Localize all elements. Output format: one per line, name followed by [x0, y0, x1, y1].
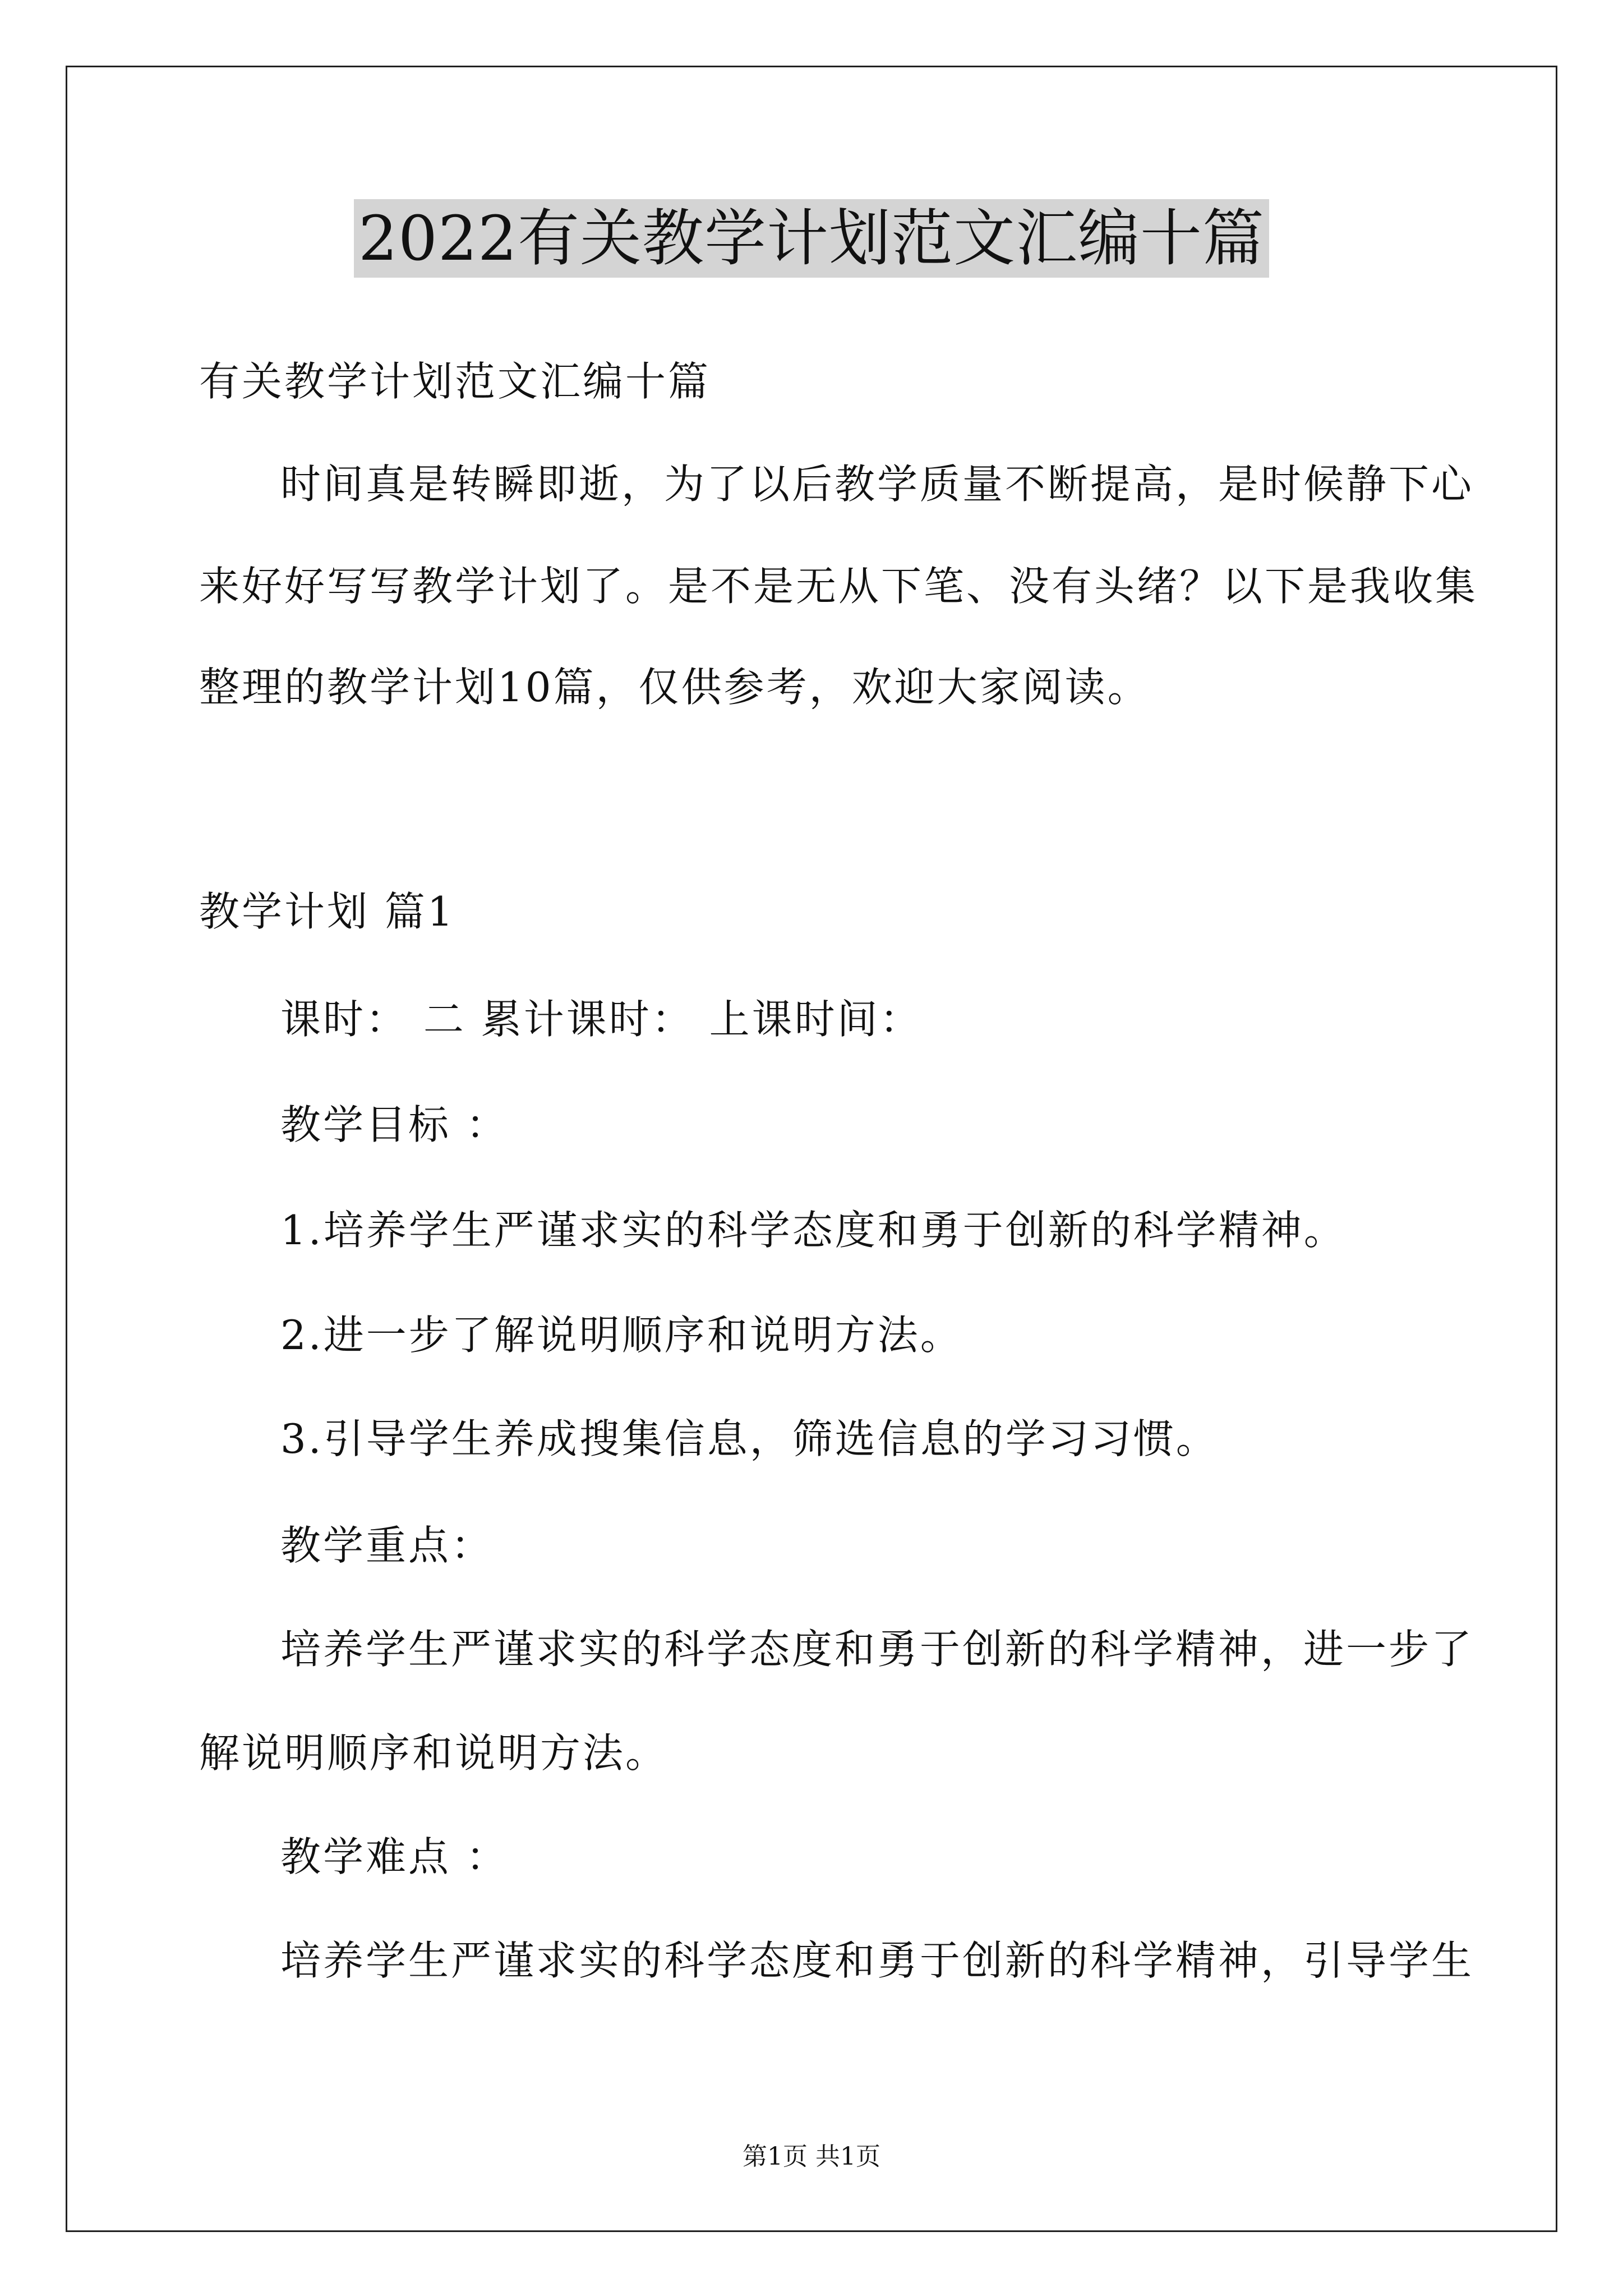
intro-line-1: 时间真是转瞬即逝，为了以后教学质量不断提高，是时候静下心	[280, 461, 1474, 508]
section-heading: 教学计划 篇1	[199, 888, 455, 935]
objective-item-1: 1.培养学生严谨求实的科学态度和勇于创新的科学精神。	[280, 1207, 1347, 1254]
intro-line-3: 整理的教学计划10篇，仅供参考，欢迎大家阅读。	[199, 664, 1150, 711]
key-points-line-2: 解说明顺序和说明方法。	[199, 1729, 668, 1777]
subtitle-line: 有关教学计划范文汇编十篇	[199, 358, 711, 405]
intro-line-2: 来好好写写教学计划了。是不是无从下笔、没有头绪？以下是我收集	[199, 563, 1478, 610]
objective-item-2: 2.进一步了解说明顺序和说明方法。	[280, 1312, 963, 1359]
lesson-hours-line: 课时： 二 累计课时： 上课时间：	[280, 996, 923, 1043]
key-points-line-1: 培养学生严谨求实的科学态度和勇于创新的科学精神，进一步了	[280, 1626, 1474, 1673]
difficulties-heading: 教学难点 ：	[280, 1833, 509, 1880]
objective-item-3: 3.引导学生养成搜集信息，筛选信息的学习习惯。	[280, 1415, 1219, 1462]
page-footer: 第1页 共1页	[743, 2142, 880, 2171]
title-container	[0, 199, 1623, 278]
objectives-heading: 教学目标 ：	[280, 1101, 509, 1148]
key-points-heading: 教学重点：	[280, 1522, 494, 1569]
difficulties-line-1: 培养学生严谨求实的科学态度和勇于创新的科学精神，引导学生	[280, 1937, 1474, 1984]
document-title: 2022有关教学计划范文汇编十篇	[354, 199, 1269, 278]
